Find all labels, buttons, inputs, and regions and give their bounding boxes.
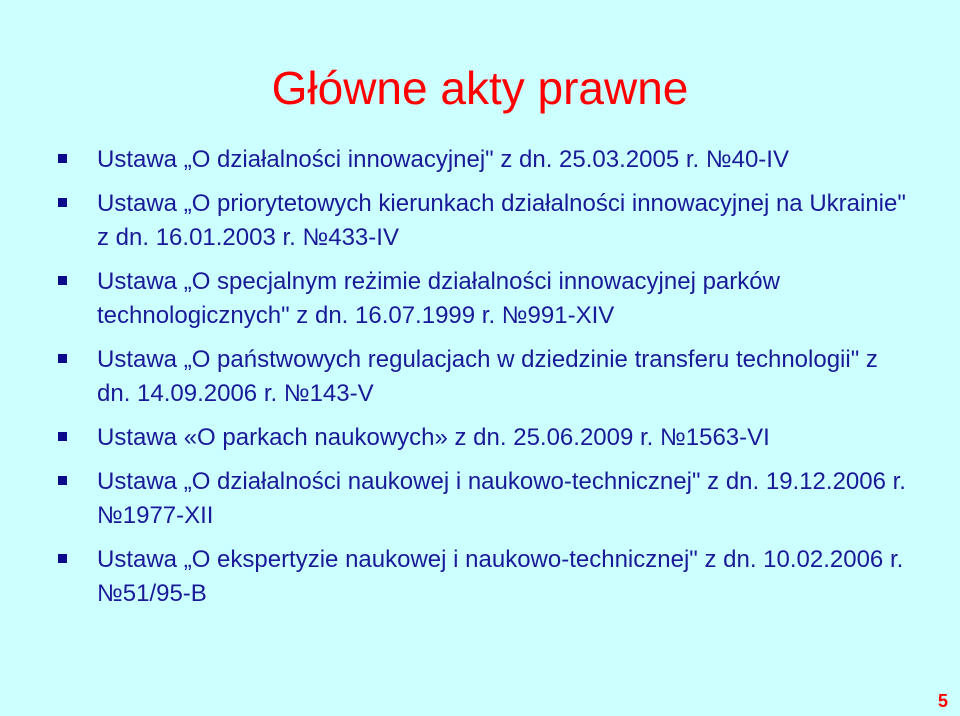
page-number: 5 <box>937 691 948 711</box>
list-item-text: Ustawa „O ekspertyzie naukowej i naukowo-technicznej" z dn. 10.02.2006 r. №51/95-В <box>97 546 904 607</box>
list-item-text: Ustawa „O priorytetowych kierunkach działalności innowacyjnej na Ukrainie" z dn. 16.01.2003 r. №433-IV <box>97 190 906 251</box>
square-bullet-icon <box>58 554 67 563</box>
square-bullet-icon <box>58 154 67 163</box>
list-item <box>55 421 915 455</box>
list-item <box>55 265 915 333</box>
square-bullet-icon <box>58 476 67 485</box>
square-bullet-icon <box>58 276 67 285</box>
list-item-text: Ustawa „O specjalnym reżimie działalności innowacyjnej parków technologicznych" z dn. 16.07.1999 r. №991-XIV <box>97 268 780 329</box>
list-item <box>55 143 915 177</box>
list-item <box>55 343 915 411</box>
slide-title: Główne akty prawne <box>271 62 689 114</box>
list-item-text: Ustawa «O parkach naukowych» z dn. 25.06.2009 r. №1563-VI <box>97 424 770 451</box>
list-item <box>55 465 915 533</box>
list-item <box>55 543 915 611</box>
list-item <box>55 187 915 255</box>
square-bullet-icon <box>58 354 67 363</box>
square-bullet-icon <box>58 432 67 441</box>
list-item-text: Ustawa „O państwowych regulacjach w dziedzinie transferu technologii" z dn. 14.09.2006 r. №143-V <box>97 346 878 407</box>
list-item-text: Ustawa „O działalności innowacyjnej" z dn. 25.03.2005 r. №40-IV <box>97 146 789 173</box>
legal-acts-list <box>55 143 915 621</box>
square-bullet-icon <box>58 198 67 207</box>
list-item-text: Ustawa „O działalności naukowej i naukowo-technicznej" z dn. 19.12.2006 r. №1977-XII <box>97 468 906 529</box>
